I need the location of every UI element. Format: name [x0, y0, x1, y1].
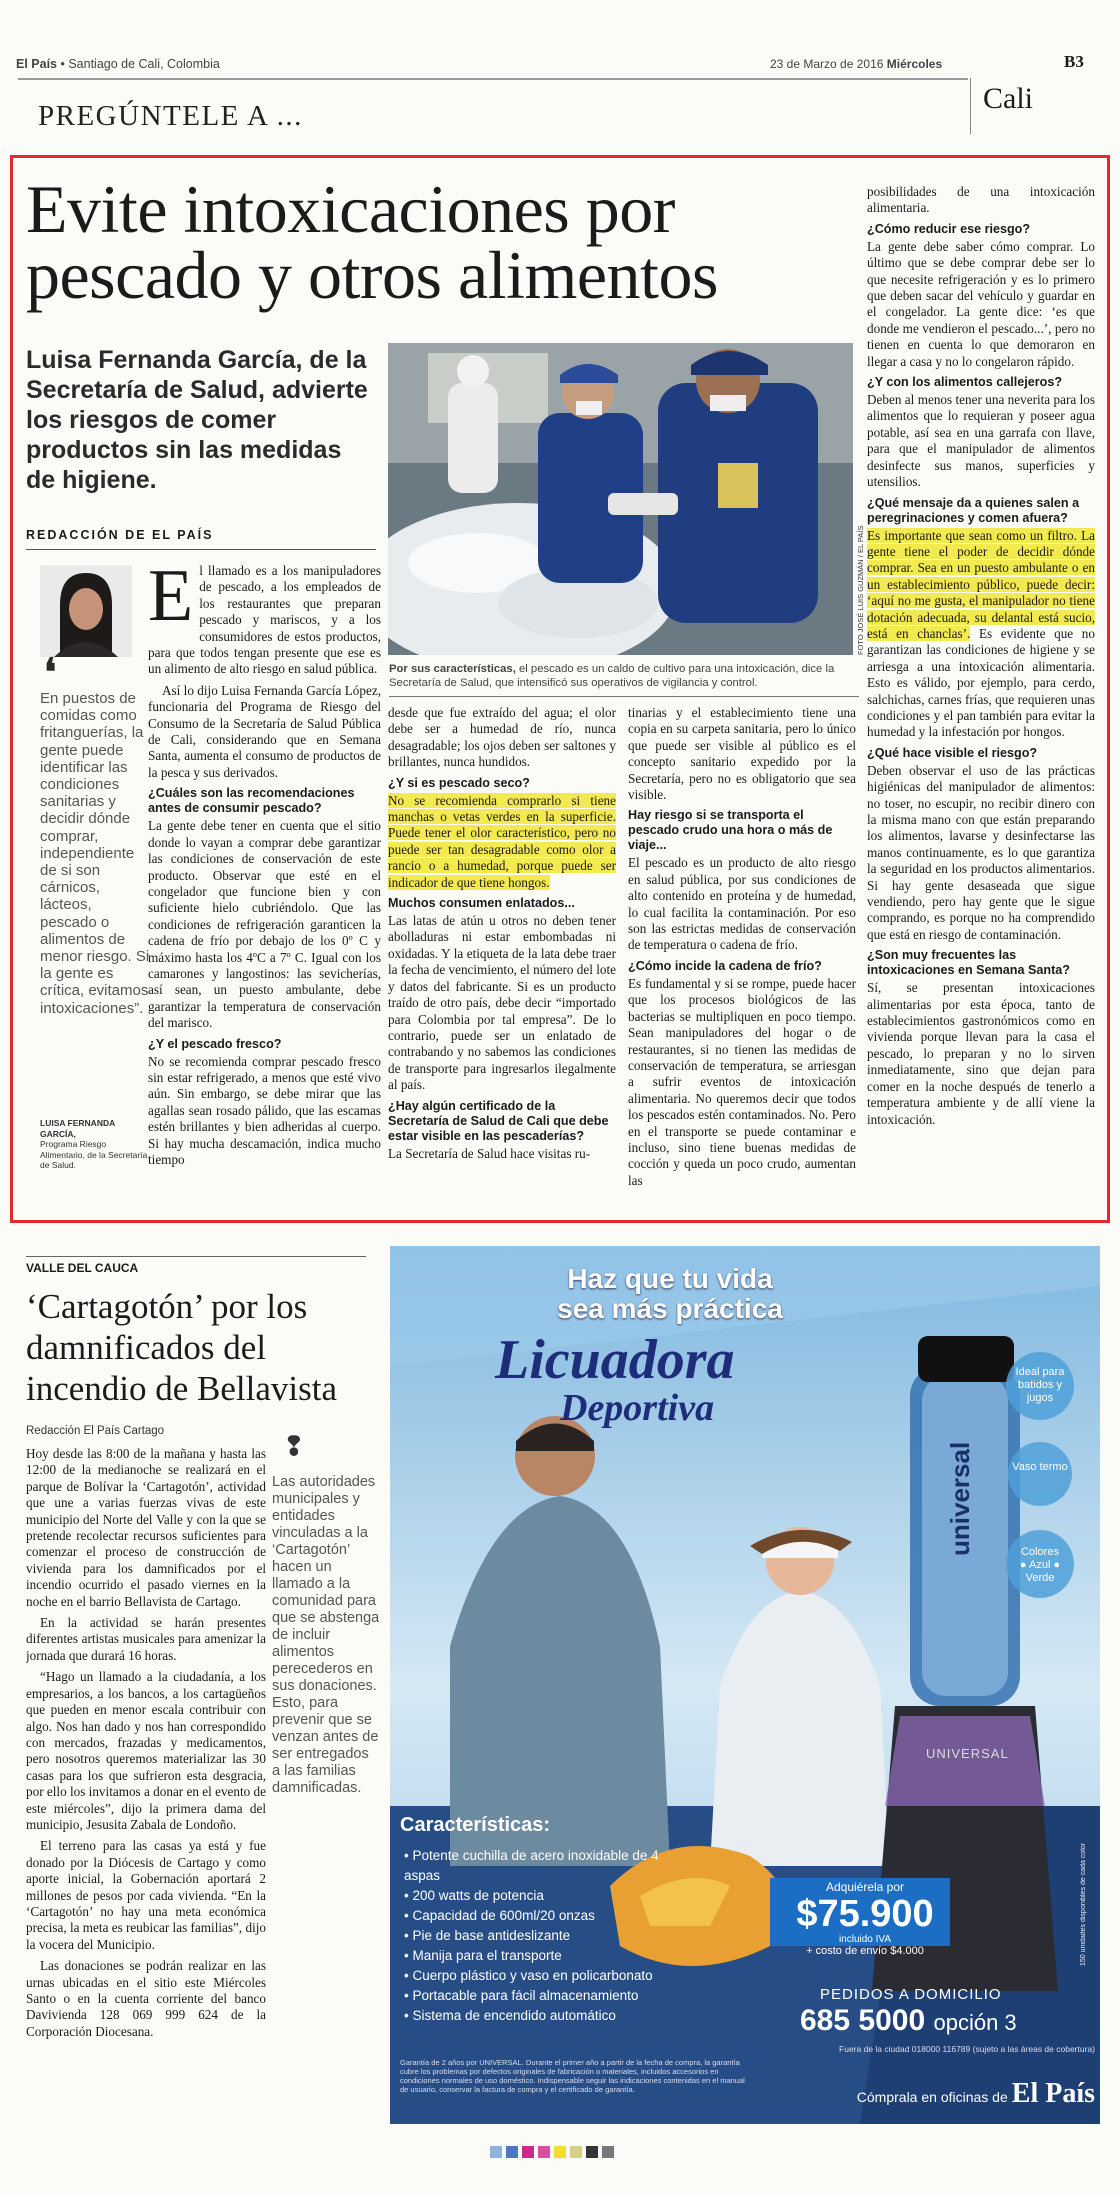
caption-text: el pescado es un caldo de cultivo para una intoxicación, dice la Secretaría de Salud, que intensificó sus operativos de vigilancia y control.	[389, 663, 835, 689]
answer: Es fundamental y si se rompe, puede hacer que los procesos biológicos de las bacterias se multipliquen en poco tiempo. Sean manipuladores del hogar o de restaurantes, si no tienen las medidas de conservación de temperatura, se arriesgan a sufrir eventos de intoxicación alimentaria. No queremos decir que todos los pescados estén contaminados. No. Pero en el transporte se puede contaminar e incluso, sino tiene buenas medidas de cocción y queda un poco crudo, aumentan las	[628, 975, 856, 1188]
quote-source	[40, 1118, 150, 1171]
paragraph: El terreno para las casas ya está y fue donado por la Diócesis de Cartago y como aporte inicial, la Gobernación aportará 2 millones de pesos por cada vivienda. “En la ‘Cartagotón’ no hay una meta económica precisa, la meta es reubicar las familias”, dijo la vocera del Municipio.	[26, 1838, 266, 1952]
caption-lead: Por sus características,	[389, 663, 516, 675]
swatch	[570, 2146, 582, 2158]
bubble-vaso: Vaso termo	[1012, 1461, 1068, 1473]
feature-item: • Potente cuchilla de acero inoxidable de 4 aspas	[404, 1848, 659, 1883]
source-name: LUISA FERNANDA GARCÍA,	[40, 1118, 115, 1139]
bottle-logo: universal	[945, 1441, 975, 1556]
question: ¿Son muy frecuentes las intoxicaciones en Semana Santa?	[867, 948, 1070, 978]
answer: La gente debe saber cómo comprar. Lo último que se debe comprar debe ser lo que necesite refrigeración y es lo primero que deben sacar del vehículo y guardar en el congelador. La gente dice: ‘es que donde me vendieron el pescado...’, pero no tienen en cuenta lo que demoraron en llegar a casa y no lo congelaron rápido.	[867, 238, 1095, 369]
headline-line-2: pescado y otros alimentos	[26, 237, 718, 313]
byline-rule	[26, 549, 376, 550]
swatch	[522, 2146, 534, 2158]
swatch	[586, 2146, 598, 2158]
paragraph: En la actividad se harán presentes diferentes artistas musicales para amenizar la jornada que durará 16 horas.	[26, 1615, 266, 1663]
rubric: PREGÚNTELE A ...	[38, 100, 303, 132]
answer: Es evidente que no garantizan las condiciones de higiene y se arriesga a una intoxicación alimentaria. Esto es válido, por ejemplo, para cerdo, salchichas, carnes frías, que requieren unas condiciones y el pan también para evitar la humedad y la infestación por hongos.	[867, 625, 1095, 740]
swatch	[490, 2146, 502, 2158]
orders-phone	[800, 2004, 1017, 2038]
swatch	[506, 2146, 518, 2158]
orders-label: PEDIDOS A DOMICILIO	[820, 1986, 1002, 2003]
ad-brand-1: Licuadora	[495, 1329, 735, 1391]
masthead-line	[16, 57, 220, 71]
headline	[26, 171, 866, 313]
answer: Deben al menos tener una neverita para los alimentos que lo requieran y poseer agua potable, así sea en una garrafa con llave, para que el manipulador de alimentos desinfecte sus manos, superficies y utensilios.	[867, 392, 1095, 490]
feature-item: • Portacable para fácil almacenamiento	[404, 1988, 639, 2003]
feature-item: • Cuerpo plástico y vaso en policarbonato	[404, 1968, 653, 1983]
paragraph: Las donaciones se podrán realizar en las urnas ubicadas en el sitio este Miércoles Santo o en la cuenta corriente del banco Davivienda 128 069 999 624 de la Corporación Diocesana.	[26, 1958, 266, 2039]
header-rule	[18, 78, 968, 80]
fish-inspection-photo	[388, 343, 853, 655]
city: • Santiago de Cali, Colombia	[60, 57, 220, 71]
swatch	[602, 2146, 614, 2158]
headline-line-1: Evite intoxicaciones por	[26, 171, 675, 247]
question: ¿Y si es pescado seco?	[388, 775, 530, 790]
bubble-ideal: Ideal para batidos y jugos	[1015, 1366, 1065, 1404]
buy-brand: El País	[1011, 2078, 1095, 2109]
photo-credit: FOTO JOSÉ LUIS GUZMÁN / EL PAÍS	[856, 525, 865, 655]
outside-city: Fuera de la ciudad 018000 116789 (sujeto a las áreas de cobertura)	[839, 2044, 1095, 2054]
portrait	[40, 565, 132, 657]
paragraph: Hoy desde las 8:00 de la mañana y hasta las 12:00 de la medianoche se realizará en el parque de Bolívar la ‘Cartagotón’, actividad que une a varias fuerzas vivas de este municipio del Norte del Valle y con la que se pretende recolectar recursos suficientes para comenzar el proceso de construcción de vivienda para los damnificados por el incendio ocurrido el pasado viernes en la noche en el barrio Bellavista de Cartago.	[26, 1446, 266, 1609]
brief-kicker: VALLE DEL CAUCA	[26, 1256, 366, 1275]
bubble-colores	[1012, 1546, 1068, 1585]
price-pre: Adquiérela por	[825, 1880, 905, 1894]
tagline-1: Haz que tu vida	[567, 1263, 773, 1294]
warranty: Garantía de 2 años por UNIVERSAL. Durante el primer año a partir de la fecha de compra, la garantía cubre los problemas por defectos originales de fabricación o materiales, incluidos accesorios en condiciones normales de uso doméstico. Indispensable seguir las indicaciones contenidas en el manual de usuario, conservar la factura de compra y el certificado de garantía.	[400, 2058, 745, 2094]
question: ¿Cómo reducir ese riesgo?	[867, 221, 1031, 236]
price-box	[780, 1880, 950, 1957]
answer: Las latas de atún u otros no deben tener abolladuras ni estar embombadas ni oxidadas. Y la etiqueta de la lata debe traer la fecha de vencimiento, el número del lote y datos del fabricante. Si es un producto traído de otro país, debe decir “importado para Colombia por tal empresa”. De lo contrario, puede ser un enlatado de contrabando y no sabemos las condiciones de transporte para ingresarlos ilegalmente al país.	[388, 913, 616, 1093]
paragraph: tinarias y el establecimiento tiene una copia en su carpeta sanitaria, pero lo único que puede ser visible al público es el concepto sanitario expedido por la Secretaría, pero no es obligatorio que sea visible.	[628, 705, 856, 803]
caption-rule	[389, 696, 859, 697]
question: Hay riesgo si se transporta el pescado crudo una hora o más de viaje...	[628, 808, 833, 853]
bubble-colores-options: ● Azul ● Verde	[1019, 1559, 1061, 1584]
price: $75.900	[796, 1893, 934, 1935]
answer: El pescado es un producto de alto riesgo en salud pública, por sus condiciones de alto contenido en proteína y de humedad, lo cual facilita la contaminación. Por eso son las estrictas medidas de conservación de temperatura o cadena de frío.	[628, 855, 856, 953]
brief-body	[26, 1446, 266, 2096]
article-column-2	[388, 705, 616, 1213]
answer: La Secretaría de Salud hace visitas ru-	[388, 1145, 591, 1161]
weekday: Miércoles	[886, 57, 943, 71]
issue-date	[770, 57, 942, 71]
advertisement	[390, 1246, 1100, 2124]
feature-item: • Capacidad de 600ml/20 onzas	[404, 1908, 595, 1923]
tagline-2: sea más práctica	[557, 1293, 783, 1324]
price-iva: incluido IVA	[838, 1934, 892, 1945]
dropcap: E	[148, 563, 194, 637]
brief-byline: Redacción El País Cartago	[26, 1425, 165, 1437]
base-logo: UNIVERSAL	[926, 1746, 1009, 1761]
answer: La gente debe tener en cuenta que el sitio donde lo vayan a comprar debe garantizar las condiciones de conservación de este producto. Observar que esté en el congelador que funcione bien y con suficiente hielo cubriéndolo. Que las condiciones de refrigeración garanticen la cadena de frío por debajo de los 0º C y máximo hasta los 4ºC a 7º C. Igual con los camarones y langostinos: las sevicherías, así sean, un puesto ambulante, debe garantizar la temperatura de conservación del marisco.	[148, 818, 381, 1031]
question: ¿Cómo incide la cadena de frío?	[628, 958, 822, 973]
buy-line	[750, 2078, 1095, 2110]
answer: Sí, se presentan intoxicaciones alimentarias por esta época, tanto de establecimientos gastronómicos como en vivienda porque llevan para la casa el pescado, lo preparan y no lo sirven inmediatamente, sino que dejan para comer en la noche después de tenerlo a temperatura ambiente y de allí viene la intoxicación.	[867, 980, 1095, 1127]
brief-sidebar: Las autoridades municipales y entidades vinculadas a la ‘Cartagotón’ hacen un llamado a la comunidad para que se abstenga de incluir alimentos perecederos en sus donaciones. Esto, para prevenir que se venzan antes de ser entregados a las familias damnificadas.	[272, 1474, 380, 1796]
section-name: Cali	[983, 82, 1033, 115]
paragraph: desde que fue extraído del agua; el olor debe ser a humedad de río, nunca desagradable; los ojos deben ser saltones y brillantes, nunca hundidos.	[388, 705, 616, 770]
byline: REDACCIÓN DE EL PAÍS	[26, 528, 214, 542]
features-title: Características:	[400, 1814, 551, 1836]
highlighted-answer: Es importante que sean como un filtro. La gente tiene el poder de decidir dónde comprar. Sea en un puesto ambulante o en un establecimiento público, puede decir: ‘aquí no me gusta, el manipulador no tiene dotación adecuada, su delantal está sucio, está en chanclas’.	[867, 527, 1095, 641]
photo-caption	[389, 662, 859, 690]
question: Muchos consumen enlatados...	[388, 896, 575, 911]
article-column-3	[628, 705, 856, 1213]
source-role: Programa Riesgo Alimentario, de la Secretaría de Salud.	[40, 1139, 148, 1170]
paragraph: “Hago un llamado a la ciudadanía, a los empresarios, a los bancos, a los cartagüeños que pueden en menor escala contribuir con algo. Nos han dado y nos han correspondido con mercados, frazadas y medicamentos, pero nosotros queremos materializar las 30 casas para los que sufrieron esta desgracia, por ello los invitamos a donar en el evento de este miércoles”, dijo la primera dama del municipio, Jesusita Zabala de Londoño.	[26, 1669, 266, 1832]
highlighted-answer: No se recomienda comprarlo si tiene manchas o vetas verdes en la superficie. Puede tener el olor característico, pero no puede ser tan desagradable como olor a rancio o a humedad, porque puede ser indicador de que tiene hongos.	[388, 792, 616, 890]
phone-option: opción 3	[933, 2010, 1017, 2035]
swatch	[554, 2146, 566, 2158]
swatch	[538, 2146, 550, 2158]
question: ¿Cuáles son las recomendaciones antes de consumir pescado?	[148, 786, 355, 816]
feature-list	[404, 1846, 694, 2026]
portrait-photo	[40, 565, 132, 657]
article-column-4	[867, 184, 1095, 1214]
quote-mark-icon: ❛	[44, 652, 57, 694]
feature-item: • Sistema de encendido automático	[404, 2008, 616, 2023]
article-photo	[388, 343, 853, 655]
stock-note: 150 unidades disponibles de cada color	[1080, 1843, 1087, 1966]
pull-quote: En puestos de comidas como fritanguerías, la gente puede identificar las condiciones sanitarias y decidir dónde comprar, independiente de si son cárnicos, lácteos, pescado o alimentos de menor riesgo. Si la gente es crítica, evitamos intoxicaciones”.	[40, 690, 150, 1017]
paragraph: Así lo dijo Luisa Fernanda García López, funcionaria del Programa de Riesgo del Consumo de la Secretaría de Salud Pública de Cali, considerando que en Semana Santa, aumenta el consumo de productos de la pesca y sus derivados.	[148, 682, 381, 780]
feature-item: • Manija para el transporte	[404, 1948, 562, 1963]
deck: Luisa Fernanda García, de la Secretaría de Salud, advierte los riesgos de comer productos sin las medidas de higiene.	[26, 346, 368, 494]
paper-name: El País	[16, 57, 57, 71]
ad-tagline	[540, 1264, 800, 1324]
page-number: B3	[1064, 52, 1084, 71]
info-icon: ❢	[283, 1432, 305, 1461]
bubble-colores-title: Colores	[1021, 1546, 1059, 1558]
feature-item: • 200 watts de potencia	[404, 1888, 544, 1903]
answer: Deben observar el uso de las prácticas higiénicas del manipulador de alimentos: no toser, no escupir, no recibir dinero con la misma mano con que están preparando los alimentos, lavarse y desinfectarse las manos continuamente, es lo que garantiza la seguridad en los productos alimentarios. Si hay gente desaseada que sigue vendiendo, pero hay gente que le sigue comprando, es porque no ha comprendido que está en riesgo de contaminación.	[867, 762, 1095, 942]
answer: No se recomienda comprar pescado fresco sin estar refrigerado, a menos que esté vivo aún. Sin embargo, se debe mirar que las agallas sean rosado pálido, que las escamas estén brillantes y bien adheridas al cuerpo. Si hay mucha descamación, indica mucho tiempo	[148, 1053, 381, 1167]
question: ¿Qué mensaje da a quienes salen a peregrinaciones y comen afuera?	[867, 495, 1080, 525]
question: ¿Y el pescado fresco?	[148, 1036, 282, 1051]
ad-brand-2: Deportiva	[560, 1387, 715, 1429]
question: ¿Qué hace visible el riesgo?	[867, 745, 1038, 760]
buy-text: Cómprala en oficinas de	[856, 2089, 1008, 2105]
question: ¿Y con los alimentos callejeros?	[867, 375, 1063, 390]
section-box	[970, 78, 1095, 134]
paragraph: l llamado es a los manipuladores de pescado, a los empleados de los restaurantes que preparan pescado y mariscos, y a los consumidores de estos productos, para que todos tengan presente que ese es un alimento de alto riesgo en salud pública.	[148, 563, 381, 677]
color-bar	[490, 2146, 614, 2158]
phone-number: 685 5000	[800, 2004, 926, 2037]
article-column-1	[148, 563, 381, 1213]
brief-headline: ‘Cartagotón’ por los damnificados del incendio de Bellavista	[26, 1287, 338, 1408]
paragraph: posibilidades de una intoxicación alimentaria.	[867, 184, 1095, 216]
price-shipping: + costo de envío $4.000	[806, 1945, 924, 1957]
feature-item: • Pie de base antideslizante	[404, 1928, 571, 1943]
question: ¿Hay algún certificado de la Secretaría de Salud de Cali que debe estar visible en las pescaderías?	[388, 1098, 609, 1143]
date: 23 de Marzo de 2016	[770, 57, 884, 71]
